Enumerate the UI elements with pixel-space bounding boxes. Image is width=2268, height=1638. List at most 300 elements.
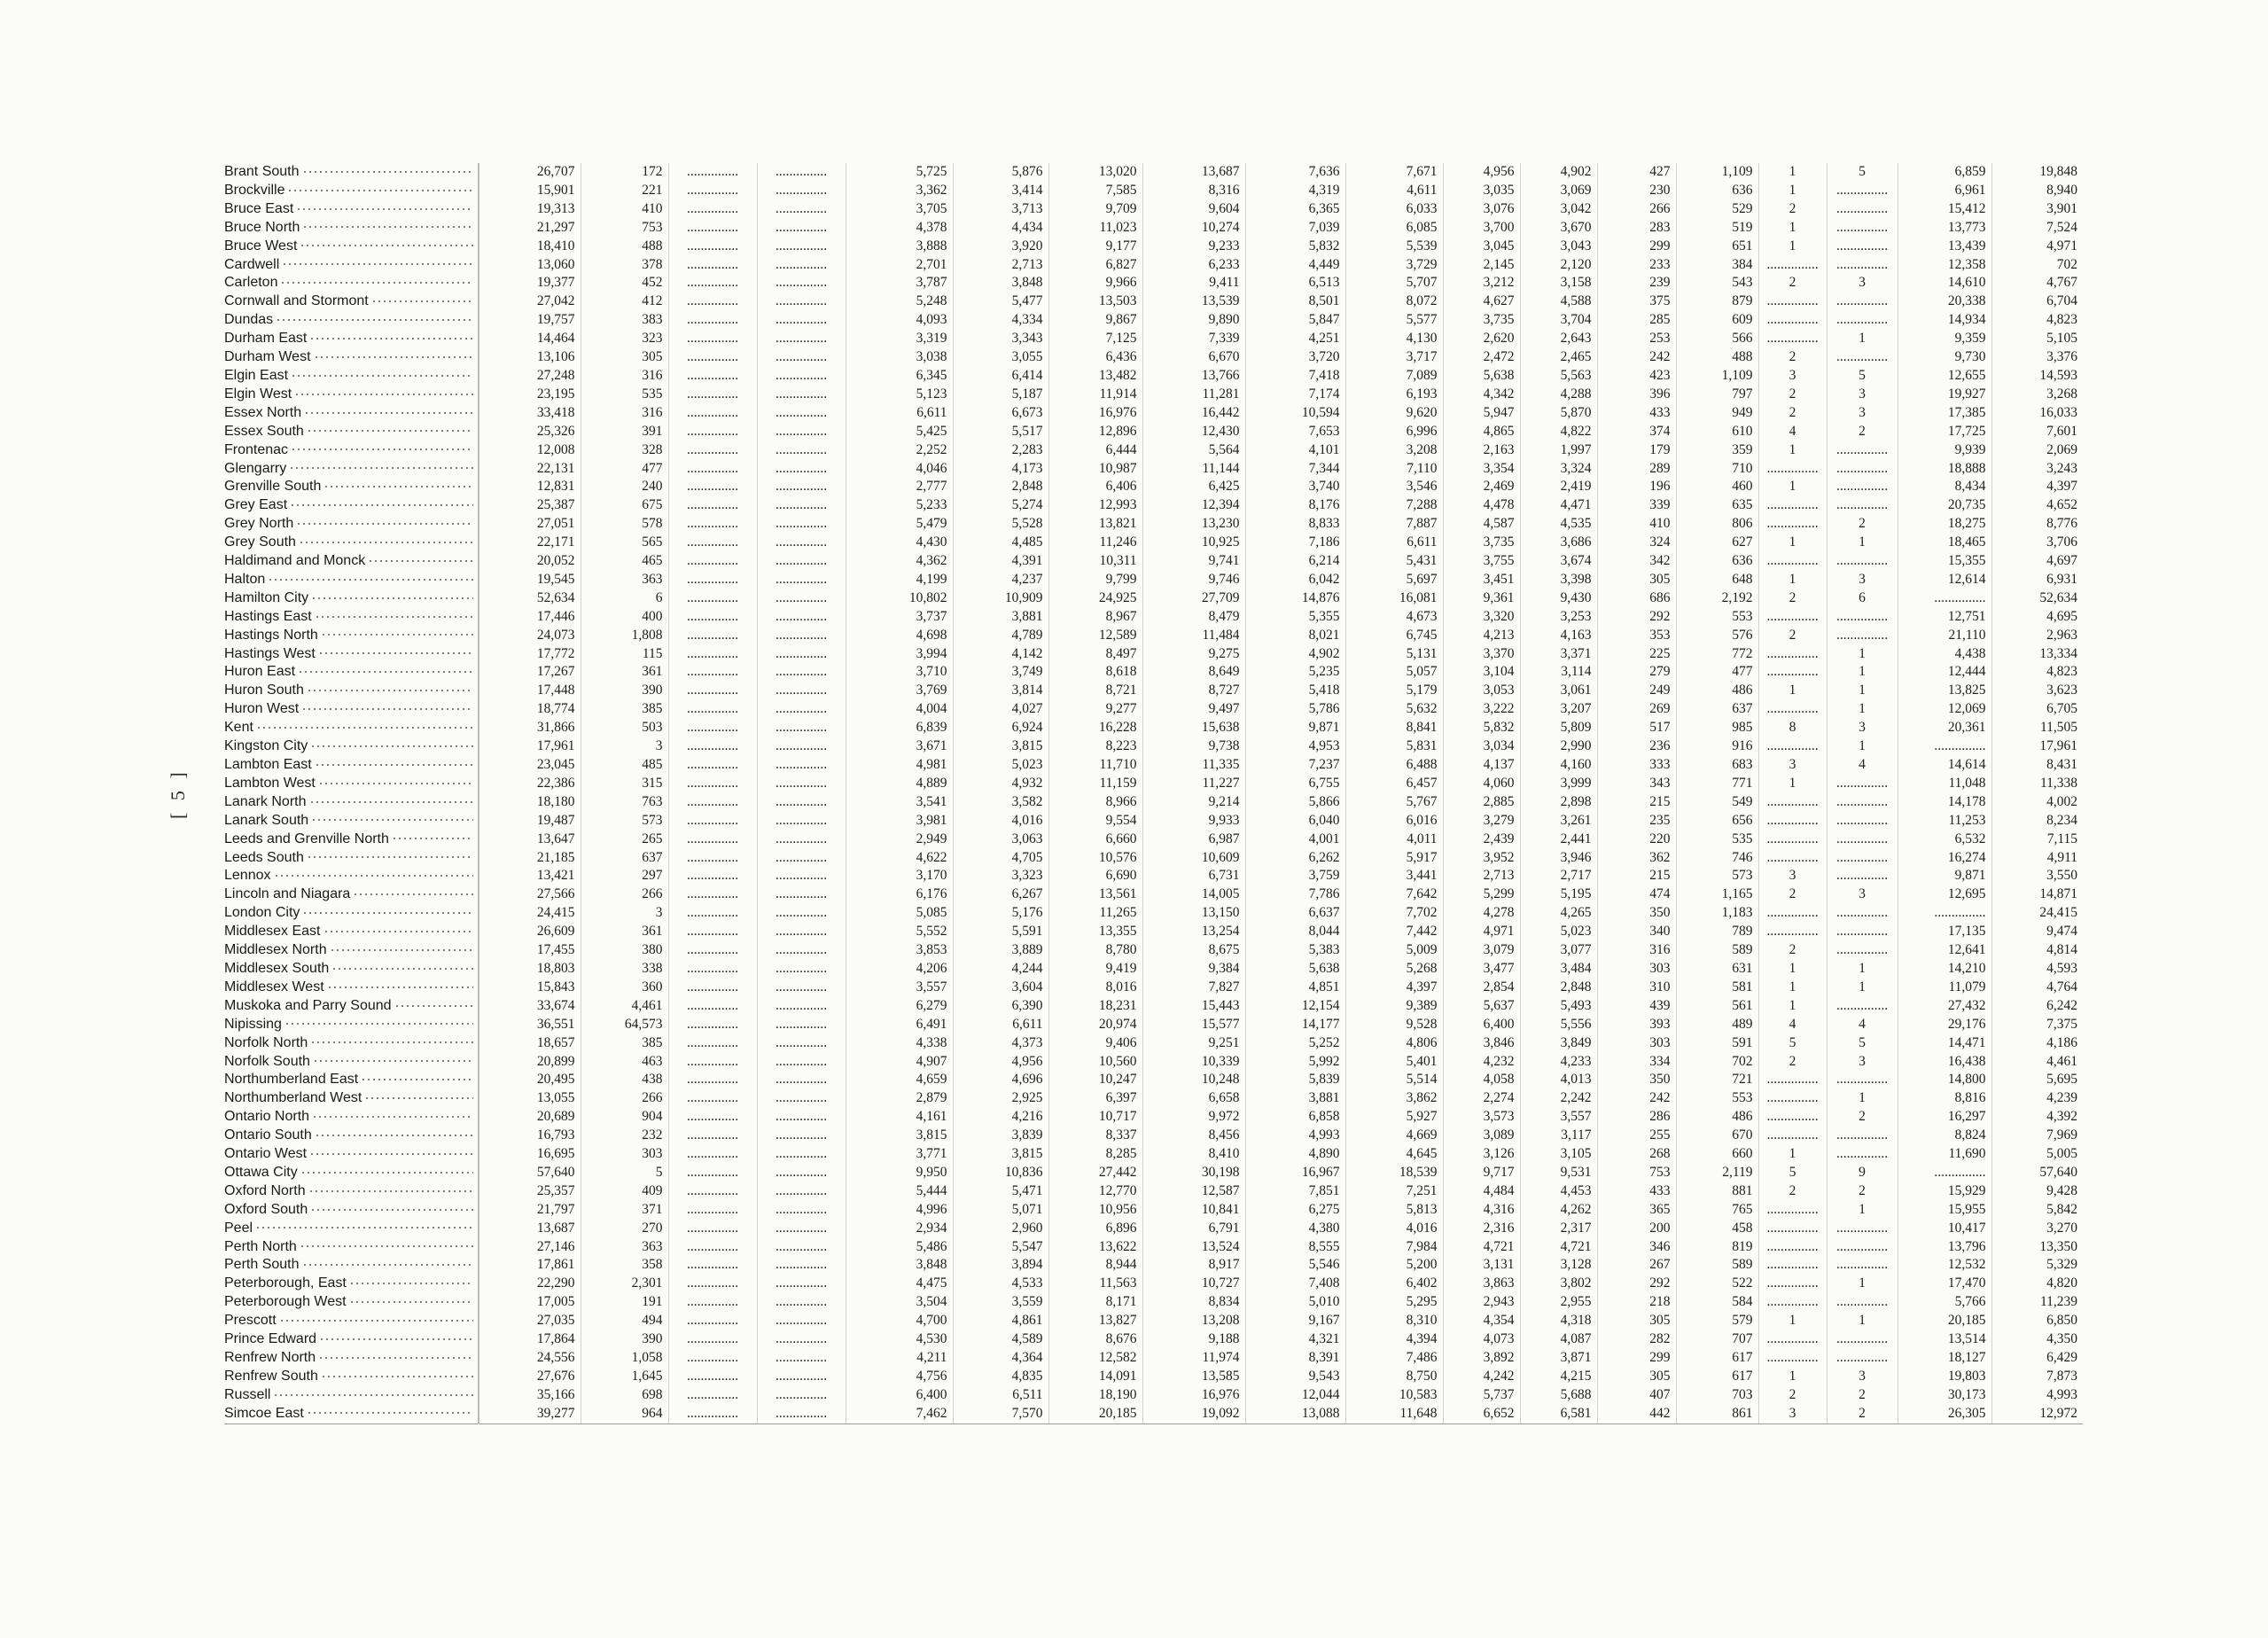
table-cell: 9 [1827, 1164, 1898, 1182]
table-cell: 2 [1827, 515, 1898, 534]
table-cell: ............... [668, 627, 757, 645]
constituency-name-text: Bruce West [224, 238, 298, 254]
table-cell: 4,378 [846, 219, 953, 238]
constituency-name-text: Lennox [224, 868, 271, 884]
dot-leader [304, 412, 473, 414]
constituency-name [224, 627, 479, 645]
table-cell: 465 [581, 552, 668, 571]
table-row [224, 330, 2083, 348]
table-cell: 3,105 [1520, 1145, 1597, 1164]
table-cell: 753 [581, 219, 668, 238]
table-cell: 19,377 [479, 274, 581, 292]
table-cell: ............... [668, 515, 757, 534]
constituency-name [224, 663, 479, 682]
table-cell: 5,947 [1443, 404, 1520, 423]
table-cell: 17,864 [479, 1330, 581, 1349]
table-cell: ............... [668, 1256, 757, 1275]
table-cell: ............... [668, 1071, 757, 1089]
table-cell: 3 [1827, 885, 1898, 904]
table-cell: 9,474 [2046, 924, 2077, 940]
table-cell: 2,419 [1520, 478, 1597, 496]
table-cell: 22,171 [479, 534, 581, 552]
table-cell: 2 [1827, 423, 1898, 441]
constituency-name [224, 923, 479, 941]
table-cell: 5,425 [846, 423, 953, 441]
table-cell: 11,484 [1142, 627, 1245, 645]
table-cell: 9,939 [1898, 441, 1991, 460]
table-cell: 27,035 [479, 1312, 581, 1330]
table-cell: 33,418 [479, 404, 581, 423]
table-cell: 346 [1597, 1238, 1676, 1257]
constituency-name [224, 737, 479, 756]
dot-leader [331, 968, 473, 970]
table-cell: 7,462 [846, 1405, 953, 1424]
table-cell: 4,434 [953, 219, 1048, 238]
table-cell: 2,990 [1520, 737, 1597, 756]
dot-leader [302, 912, 473, 914]
table-row [224, 812, 2083, 831]
table-cell: 4,705 [953, 849, 1048, 868]
table-cell: 4,806 [1345, 1034, 1443, 1053]
table-row [224, 1330, 2083, 1349]
table-cell: 4,058 [1443, 1071, 1520, 1089]
table-cell: 9,359 [1898, 330, 1991, 348]
table-cell: ............... [1827, 182, 1898, 200]
table-cell: 4,215 [1520, 1368, 1597, 1386]
table-cell: ............... [1758, 496, 1827, 515]
table-cell: ............... [757, 1145, 846, 1164]
table-cell: 11,265 [1048, 904, 1142, 923]
table-cell: 3,735 [1443, 311, 1520, 330]
table-cell: 13,208 [1142, 1312, 1245, 1330]
constituency-name [224, 831, 479, 849]
table-cell: 8,501 [1245, 292, 1345, 311]
constituency-name-text: Bruce East [224, 200, 294, 216]
table-cell: ............... [1758, 923, 1827, 941]
dot-leader [319, 1338, 473, 1340]
table-cell: 1 [1827, 645, 1898, 664]
table-cell: 8,337 [1048, 1127, 1142, 1145]
table-cell: 282 [1597, 1330, 1676, 1349]
table-cell: 5,383 [1245, 941, 1345, 960]
table-cell: 4,822 [1520, 423, 1597, 441]
table-cell: 3,814 [953, 682, 1048, 700]
table-cell: 5,917 [1345, 849, 1443, 868]
table-cell: 3,604 [953, 979, 1048, 997]
table-cell: 5,992 [1245, 1053, 1345, 1072]
table-cell: 721 [1676, 1071, 1758, 1089]
dot-leader [300, 1172, 473, 1174]
table-cell: 8,940 [2046, 182, 2077, 198]
table-cell: 4,392 [2046, 1109, 2077, 1125]
table-cell: 5,842 [2046, 1201, 2077, 1217]
constituency-name-text: Norfolk South [224, 1053, 310, 1069]
table-cell: 4,902 [1520, 163, 1597, 182]
table-cell: 17,448 [479, 682, 581, 700]
constituency-name [224, 496, 479, 515]
table-cell: 7,887 [1345, 515, 1443, 534]
table-cell: 4,216 [953, 1108, 1048, 1127]
table-cell: 576 [1676, 627, 1758, 645]
table-cell: 4,721 [1520, 1238, 1597, 1257]
constituency-name [224, 386, 479, 404]
table-cell: 3,848 [953, 274, 1048, 292]
constituency-name [224, 274, 479, 292]
table-cell: 4,318 [1520, 1312, 1597, 1330]
table-cell: 2,119 [1676, 1164, 1758, 1182]
table-cell: 4,321 [1245, 1330, 1345, 1349]
table-cell: 3 [1827, 404, 1898, 423]
table-cell: 12,751 [1898, 608, 1991, 627]
table-cell: 5,123 [846, 386, 953, 404]
table-row [224, 515, 2083, 534]
table-cell: 1 [1827, 330, 1898, 348]
table-cell: 39,277 [479, 1405, 581, 1424]
table-cell: 1,165 [1676, 885, 1758, 904]
table-cell: ............... [757, 571, 846, 589]
table-cell: 11,159 [1048, 775, 1142, 793]
table-cell: 1,109 [1676, 163, 1758, 182]
table-row [224, 238, 2083, 256]
table-cell: 10,576 [1048, 849, 1142, 868]
table-cell: ............... [1827, 812, 1898, 831]
table-cell: ............... [668, 1238, 757, 1257]
table-cell: 360 [581, 979, 668, 997]
table-row [224, 478, 2083, 496]
table-cell: 460 [1676, 478, 1758, 496]
constituency-name-text: Ontario West [224, 1146, 308, 1162]
table-cell: 3,089 [1443, 1127, 1520, 1145]
table-cell: 230 [1597, 182, 1676, 200]
table-cell: 4,652 [2046, 497, 2077, 513]
table-cell: ............... [757, 404, 846, 423]
table-cell: 3,208 [1345, 441, 1443, 460]
table-cell: 6,397 [1048, 1089, 1142, 1108]
table-cell: 8,841 [1345, 719, 1443, 737]
table-cell: 16,033 [2039, 404, 2077, 420]
table-cell: 4,890 [1245, 1145, 1345, 1164]
table-cell: 5,695 [2046, 1072, 2077, 1088]
table-cell: 12,444 [1898, 663, 1991, 682]
table-cell: 9,214 [1142, 793, 1245, 812]
table-row [224, 1238, 2083, 1257]
table-cell: 57,640 [479, 1164, 581, 1182]
table-cell: 8,555 [1245, 1238, 1345, 1257]
table-cell: 797 [1676, 386, 1758, 404]
constituency-name-text: Frontenac [224, 441, 289, 457]
table-cell: 1 [1827, 737, 1898, 756]
dot-leader [310, 1041, 473, 1043]
constituency-name [224, 1386, 479, 1405]
table-cell: 269 [1597, 700, 1676, 719]
dot-leader [318, 1357, 473, 1359]
table-cell: 4,394 [1345, 1330, 1443, 1349]
table-cell: 806 [1676, 515, 1758, 534]
table-cell: 12,532 [1898, 1256, 1991, 1275]
table-cell: 581 [1676, 979, 1758, 997]
table-cell: 7,115 [2046, 831, 2077, 846]
table-cell: 266 [581, 1089, 668, 1108]
table-cell: 17,961 [2039, 738, 2077, 754]
table-cell: 566 [1676, 330, 1758, 348]
table-cell: 340 [1597, 923, 1676, 941]
table-cell: 19,927 [1898, 386, 1991, 404]
table-cell: 5,329 [2046, 1257, 2077, 1273]
table-row [224, 552, 2083, 571]
table-cell: 2 [1758, 627, 1827, 645]
table-cell: 14,934 [1898, 311, 1991, 330]
table-row [224, 904, 2083, 923]
table-cell: 3,253 [1520, 608, 1597, 627]
table-cell: ............... [668, 1164, 757, 1182]
table-cell: ............... [668, 1108, 757, 1127]
table-cell: 4,206 [846, 960, 953, 979]
constituency-name [224, 1071, 479, 1089]
table-cell: 6,214 [1245, 552, 1345, 571]
table-cell: ............... [668, 311, 757, 330]
table-cell: 27,709 [1142, 589, 1245, 608]
table-cell: 6,425 [1142, 478, 1245, 496]
table-cell: 6,858 [1245, 1108, 1345, 1127]
table-cell: 225 [1597, 645, 1676, 664]
table-cell: 5,418 [1245, 682, 1345, 700]
table-cell: 6,581 [1520, 1405, 1597, 1424]
table-cell: 1 [1758, 997, 1827, 1016]
table-cell: 2 [1758, 1053, 1827, 1072]
table-cell: ............... [757, 1127, 846, 1145]
table-cell: ............... [1827, 200, 1898, 219]
table-cell: 5,528 [953, 515, 1048, 534]
table-cell: 3,737 [846, 608, 953, 627]
table-cell: 5,005 [2046, 1146, 2077, 1162]
table-cell: 196 [1597, 478, 1676, 496]
table-row [224, 1127, 2083, 1145]
constituency-name-text: Cornwall and Stormont [224, 293, 369, 309]
dot-leader [296, 208, 473, 210]
table-cell: 2 [1827, 1405, 1898, 1424]
table-cell: 8,618 [1048, 663, 1142, 682]
constituency-name [224, 1053, 479, 1072]
table-row [224, 386, 2083, 404]
table-cell: 7,486 [1345, 1349, 1443, 1368]
table-cell: 6,511 [953, 1386, 1048, 1405]
table-cell: 20,735 [1898, 496, 1991, 515]
table-cell: 4,316 [1443, 1201, 1520, 1220]
table-cell: 3,815 [846, 1127, 953, 1145]
table-cell: 18,888 [1898, 460, 1991, 479]
table-cell: 2,885 [1443, 793, 1520, 812]
table-cell: 8,410 [1142, 1145, 1245, 1164]
table-cell: 5,057 [1345, 663, 1443, 682]
table-cell: 375 [1597, 292, 1676, 311]
table-cell: 5,471 [953, 1182, 1048, 1201]
table-cell: 15,955 [1898, 1201, 1991, 1220]
table-cell: 949 [1676, 404, 1758, 423]
table-cell: 5,927 [1345, 1108, 1443, 1127]
table-cell: 6,896 [1048, 1220, 1142, 1238]
table-cell: ............... [1827, 941, 1898, 960]
table-cell: 8,833 [1245, 515, 1345, 534]
table-cell: 3,370 [1443, 645, 1520, 664]
table-cell: 5,563 [1520, 367, 1597, 386]
constituency-name-text: Oxford North [224, 1182, 306, 1198]
table-cell: 636 [1676, 182, 1758, 200]
table-cell: 578 [581, 515, 668, 534]
table-cell: 4 [1827, 756, 1898, 775]
table-cell: ............... [757, 793, 846, 812]
table-cell: 4,971 [1443, 923, 1520, 941]
table-cell: 771 [1676, 775, 1758, 793]
table-cell: 3,787 [846, 274, 953, 292]
table-cell: 3,042 [1520, 200, 1597, 219]
table-cell: 6,040 [1245, 812, 1345, 831]
table-cell: 8,776 [2046, 516, 2077, 532]
table-cell: 13,524 [1142, 1238, 1245, 1257]
table-cell: 1 [1827, 534, 1898, 552]
table-cell: ............... [1758, 812, 1827, 831]
table-cell: 16,297 [1898, 1108, 1991, 1127]
dot-leader [301, 708, 473, 710]
table-cell: 3,717 [1345, 348, 1443, 367]
table-cell: 13,561 [1048, 885, 1142, 904]
table-cell: 3,999 [1520, 775, 1597, 793]
table-cell: ............... [757, 1349, 846, 1368]
table-cell: ............... [1758, 793, 1827, 812]
table-cell: 3,863 [1443, 1275, 1520, 1293]
table-cell: ............... [757, 348, 846, 367]
table-cell: 3,279 [1443, 812, 1520, 831]
table-cell: 4,820 [2046, 1275, 2077, 1291]
table-cell: 8,816 [1898, 1089, 1991, 1108]
table-cell: 9,177 [1048, 238, 1142, 256]
table-row [224, 923, 2083, 941]
table-row [224, 997, 2083, 1016]
table-cell: 235 [1597, 812, 1676, 831]
table-row [224, 1405, 2083, 1424]
table-cell: 660 [1676, 1145, 1758, 1164]
table-row [224, 960, 2083, 979]
table-cell: 191 [581, 1293, 668, 1312]
table-cell: 2 [1827, 1386, 1898, 1405]
table-cell: 17,135 [1898, 923, 1991, 941]
table-cell: 4,485 [953, 534, 1048, 552]
table-cell: 20,185 [1898, 1312, 1991, 1330]
table-cell: 27,146 [479, 1238, 581, 1257]
table-cell: 22,131 [479, 460, 581, 479]
table-cell: 6,652 [1443, 1405, 1520, 1424]
table-row [224, 1312, 2083, 1330]
table-cell: 5,577 [1345, 311, 1443, 330]
table-cell: 3,207 [1520, 700, 1597, 719]
table-cell: ............... [1827, 292, 1898, 311]
table-cell: 297 [581, 867, 668, 885]
table-cell: 18,774 [479, 700, 581, 719]
constituency-name-text: Leeds and Grenville North [224, 831, 389, 846]
table-cell: 6,016 [1345, 812, 1443, 831]
table-cell: 3,946 [1520, 849, 1597, 868]
table-cell: 265 [581, 831, 668, 849]
table-cell: 200 [1597, 1220, 1676, 1238]
table-cell: ............... [1758, 904, 1827, 923]
constituency-name [224, 238, 479, 256]
table-cell: 2 [1758, 404, 1827, 423]
table-cell: 535 [581, 386, 668, 404]
table-cell: 7,984 [1345, 1238, 1443, 1257]
table-cell: 13,503 [1048, 292, 1142, 311]
table-cell: 477 [581, 460, 668, 479]
table-cell: 5,299 [1443, 885, 1520, 904]
dot-leader [307, 1412, 473, 1414]
table-cell: 2,701 [846, 256, 953, 275]
table-cell: 7,174 [1245, 386, 1345, 404]
table-row [224, 793, 2083, 812]
table-cell: 6,611 [953, 1016, 1048, 1034]
table-cell: ............... [757, 163, 846, 182]
table-cell: 8,316 [1142, 182, 1245, 200]
constituency-name [224, 348, 479, 367]
table-cell: 19,848 [2039, 164, 2077, 179]
table-cell: ............... [757, 496, 846, 515]
dot-leader [298, 671, 473, 673]
table-cell: 4,533 [953, 1275, 1048, 1293]
table-cell: ............... [757, 885, 846, 904]
table-cell: 4,380 [1245, 1220, 1345, 1238]
table-cell: 2,898 [1520, 793, 1597, 812]
constituency-name-text: Essex South [224, 423, 304, 439]
table-cell: 10,417 [1898, 1220, 1991, 1238]
table-cell: ............... [668, 534, 757, 552]
table-cell: ............... [668, 386, 757, 404]
table-cell: 433 [1597, 404, 1676, 423]
table-cell: 286 [1597, 1108, 1676, 1127]
table-cell: 10,339 [1142, 1053, 1245, 1072]
table-cell: 4,002 [2046, 793, 2077, 809]
table-cell: 5 [1827, 367, 1898, 386]
table-cell: 3,623 [2046, 682, 2077, 698]
table-row [224, 775, 2083, 793]
table-cell: 5 [1758, 1164, 1827, 1182]
table-cell: 3 [1827, 1368, 1898, 1386]
table-cell: 4,823 [2046, 312, 2077, 328]
table-cell: 11,048 [1898, 775, 1991, 793]
dot-leader [308, 1190, 473, 1192]
table-cell: 242 [1597, 1089, 1676, 1108]
dot-leader [323, 931, 473, 932]
table-cell: 4,478 [1443, 496, 1520, 515]
table-cell: ............... [757, 552, 846, 571]
table-cell: 305 [1597, 1312, 1676, 1330]
table-row [224, 1053, 2083, 1072]
table-cell: 20,974 [1048, 1016, 1142, 1034]
constituency-name [224, 441, 479, 460]
table-cell: 2,848 [953, 478, 1048, 496]
table-cell: 617 [1676, 1368, 1758, 1386]
table-cell: 11,281 [1142, 386, 1245, 404]
table-cell: 3,212 [1443, 274, 1520, 292]
table-cell: 249 [1597, 682, 1676, 700]
table-cell: 391 [581, 423, 668, 441]
table-cell: 438 [581, 1071, 668, 1089]
table-cell: 13,796 [1898, 1238, 1991, 1257]
table-cell: 15,901 [479, 182, 581, 200]
table-cell: 8,431 [2046, 757, 2077, 772]
constituency-name-text: Muskoka and Parry Sound [224, 997, 392, 1013]
dot-leader [255, 1227, 473, 1228]
table-cell: 3,720 [1245, 348, 1345, 367]
table-row [224, 423, 2083, 441]
table-cell: 5,870 [1520, 404, 1597, 423]
table-cell: 2,879 [846, 1089, 953, 1108]
